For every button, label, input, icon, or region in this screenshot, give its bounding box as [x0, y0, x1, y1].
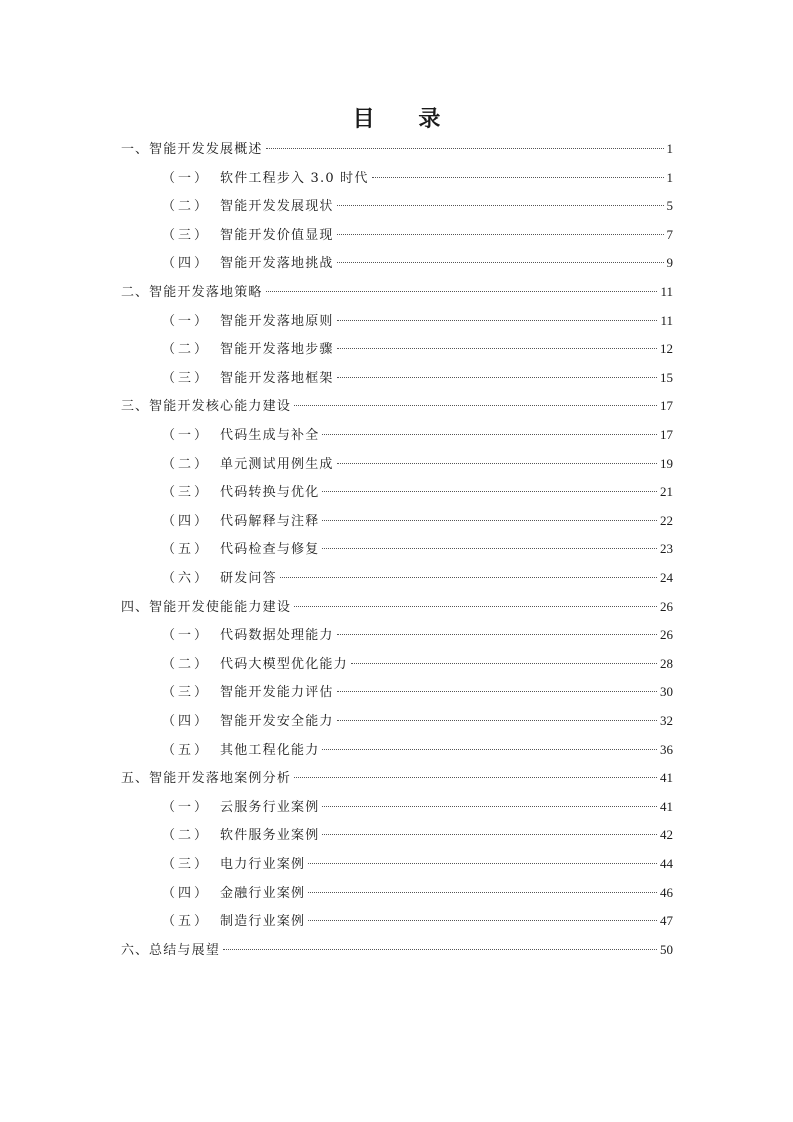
toc-entry-title: 电力行业案例	[220, 857, 306, 872]
toc-entry-title: 智能开发核心能力建设	[149, 399, 292, 415]
toc-section-entry[interactable]	[162, 883, 673, 903]
dot-leader	[322, 806, 657, 807]
dot-leader	[372, 177, 664, 178]
dot-leader	[322, 520, 657, 521]
toc-page-number: 26	[660, 598, 673, 614]
toc-page-number: 32	[660, 713, 673, 728]
toc-page-number: 41	[660, 798, 673, 814]
toc-entry-number: （四）	[162, 885, 211, 901]
toc-page-number: 11	[660, 312, 673, 328]
toc-entry-number: （二）	[162, 199, 211, 215]
toc-entry-title: 软件工程步入 3.0 时代	[220, 170, 369, 186]
toc-entry-title: 智能开发安全能力	[220, 714, 334, 729]
dot-leader	[280, 577, 657, 578]
toc-chapter-entry[interactable]	[121, 282, 673, 302]
dot-leader	[308, 892, 657, 893]
toc-section-entry[interactable]	[162, 454, 673, 474]
dot-leader	[337, 205, 664, 206]
toc-section-entry[interactable]	[162, 168, 673, 188]
toc-entry-number: （五）	[162, 542, 211, 558]
dot-leader	[322, 491, 657, 492]
dot-leader	[266, 148, 664, 149]
toc-entry-title: 代码解释与注释	[220, 513, 320, 529]
toc-page-number: 30	[660, 684, 673, 700]
dot-leader	[337, 720, 657, 721]
toc-entry-number: （五）	[162, 742, 211, 758]
toc-entry-number: （二）	[162, 456, 211, 472]
toc-entry-title: 智能开发价值显现	[220, 227, 334, 243]
toc-entry-title: 智能开发使能能力建设	[149, 599, 292, 615]
toc-entry-title: 代码大模型优化能力	[220, 656, 348, 672]
toc-page-number: 23	[660, 541, 673, 557]
toc-page-number: 22	[660, 512, 673, 528]
toc-entry-number: 二、	[121, 285, 150, 300]
toc-entry-number: 四、	[121, 599, 150, 615]
toc-entry-number: 三、	[121, 399, 150, 415]
toc-page-number: 50	[660, 941, 673, 957]
toc-page-number: 21	[660, 484, 673, 500]
toc-entry-number: （二）	[162, 828, 211, 844]
toc-entry-number: （三）	[162, 227, 211, 243]
toc-section-entry[interactable]	[162, 825, 673, 845]
toc-entry-title: 其他工程化能力	[220, 742, 320, 758]
toc-section-entry[interactable]	[162, 368, 673, 388]
toc-chapter-entry[interactable]	[121, 597, 673, 617]
dot-leader	[337, 463, 657, 464]
toc-entry-number: （三）	[162, 370, 211, 386]
toc-section-entry[interactable]	[162, 196, 673, 216]
toc-section-entry[interactable]	[162, 711, 673, 731]
toc-entry-number: （三）	[162, 685, 211, 701]
toc-page-number: 47	[660, 913, 673, 929]
toc-entry-number: （二）	[162, 656, 211, 672]
toc-entry-number: （四）	[162, 714, 211, 729]
toc-entry-number: （四）	[162, 256, 211, 272]
toc-entry-number: （一）	[162, 170, 211, 186]
toc-page-number: 24	[660, 570, 673, 585]
toc-entry-title: 智能开发落地策略	[149, 285, 263, 300]
toc-entry-title: 总结与展望	[149, 942, 221, 958]
toc-section-entry[interactable]	[162, 911, 673, 931]
toc-section-entry[interactable]	[162, 225, 673, 245]
toc-section-entry[interactable]	[162, 682, 673, 702]
toc-page-number: 41	[660, 770, 673, 786]
dot-leader	[337, 348, 657, 349]
toc-entry-number: （五）	[162, 914, 211, 930]
toc-entry-number: 五、	[121, 771, 150, 787]
toc-entry-title: 代码检查与修复	[220, 542, 320, 558]
toc-page-number: 9	[666, 255, 673, 271]
toc-page-number: 12	[660, 341, 673, 357]
toc-entry-title: 制造行业案例	[220, 914, 306, 930]
toc-section-entry[interactable]	[162, 425, 673, 445]
toc-entry-number: （三）	[162, 857, 211, 872]
dot-leader	[294, 606, 657, 607]
toc-entry-title: 代码生成与补全	[220, 428, 320, 443]
toc-section-entry[interactable]	[162, 539, 673, 559]
toc-section-entry[interactable]	[162, 568, 673, 588]
toc-page-number: 28	[660, 655, 673, 671]
toc-page-number: 1	[666, 169, 673, 185]
dot-leader	[351, 663, 657, 664]
toc-entry-number: （四）	[162, 513, 211, 529]
dot-leader	[308, 863, 657, 864]
toc-page-number: 44	[660, 856, 673, 871]
toc-page-number: 1	[666, 141, 673, 156]
toc-page-number: 19	[660, 455, 673, 471]
toc-entry-title: 单元测试用例生成	[220, 456, 334, 472]
toc-entry-number: （一）	[162, 628, 211, 644]
toc-page-number: 17	[660, 427, 673, 442]
toc-section-entry[interactable]	[162, 511, 673, 531]
toc-chapter-entry[interactable]	[121, 396, 673, 416]
toc-entry-title: 智能开发落地框架	[220, 370, 334, 386]
dot-leader	[322, 434, 657, 435]
toc-entry-title: 智能开发落地案例分析	[149, 771, 292, 787]
toc-page-number: 15	[660, 369, 673, 385]
toc-entry-title: 软件服务业案例	[220, 828, 320, 844]
toc-entry-title: 智能开发发展现状	[220, 199, 334, 215]
toc-section-entry[interactable]	[162, 253, 673, 273]
toc-section-entry[interactable]	[162, 854, 673, 874]
toc-page-number: 46	[660, 884, 673, 900]
toc-section-entry[interactable]	[162, 654, 673, 674]
toc-page-number: 5	[666, 198, 673, 214]
toc-entry-title: 金融行业案例	[220, 885, 306, 901]
toc-entry-title: 智能开发落地挑战	[220, 256, 334, 272]
toc-entry-number: （一）	[162, 799, 211, 815]
toc-entry-title: 代码数据处理能力	[220, 628, 334, 644]
toc-page-number: 17	[660, 398, 673, 414]
toc-entry-title: 智能开发落地原则	[220, 313, 334, 329]
dot-leader	[322, 749, 657, 750]
toc-page-number: 36	[660, 741, 673, 757]
toc-entry-title: 研发问答	[220, 571, 277, 586]
dot-leader	[322, 548, 657, 549]
toc-entry-number: 一、	[121, 142, 150, 157]
toc-entry-number: 六、	[121, 942, 150, 958]
dot-leader	[337, 691, 657, 692]
dot-leader	[223, 949, 657, 950]
toc-entry-number: （二）	[162, 342, 211, 358]
toc-entry-number: （三）	[162, 485, 211, 501]
toc-section-entry[interactable]	[162, 625, 673, 645]
toc-section-entry[interactable]	[162, 740, 673, 760]
dot-leader	[337, 262, 664, 263]
toc-page-number: 7	[666, 226, 673, 242]
toc-page-number: 11	[660, 284, 673, 299]
toc-title: 目 录	[352, 107, 459, 132]
toc-section-entry[interactable]	[162, 311, 673, 331]
dot-leader	[337, 377, 657, 378]
toc-entry-title: 智能开发落地步骤	[220, 342, 334, 358]
toc-entry-number: （一）	[162, 428, 211, 443]
dot-leader	[266, 291, 658, 292]
toc-section-entry[interactable]	[162, 482, 673, 502]
toc-entry-title: 智能开发发展概述	[149, 142, 263, 157]
toc-page-number: 26	[660, 627, 673, 643]
dot-leader	[322, 834, 657, 835]
dot-leader	[308, 920, 657, 921]
toc-entry-title: 代码转换与优化	[220, 485, 320, 501]
toc-entry-title: 云服务行业案例	[220, 799, 320, 815]
toc-entry-number: （一）	[162, 313, 211, 329]
dot-leader	[294, 405, 657, 406]
toc-page-number: 42	[660, 827, 673, 843]
dot-leader	[337, 234, 664, 235]
toc-entry-title: 智能开发能力评估	[220, 685, 334, 701]
toc-chapter-entry[interactable]	[121, 768, 673, 788]
toc-chapter-entry[interactable]	[121, 139, 673, 159]
toc-section-entry[interactable]	[162, 797, 673, 817]
dot-leader	[337, 634, 657, 635]
dot-leader	[294, 777, 657, 778]
toc-entry-number: （六）	[162, 571, 211, 586]
toc-section-entry[interactable]	[162, 339, 673, 359]
toc-chapter-entry[interactable]	[121, 940, 673, 960]
dot-leader	[337, 320, 658, 321]
